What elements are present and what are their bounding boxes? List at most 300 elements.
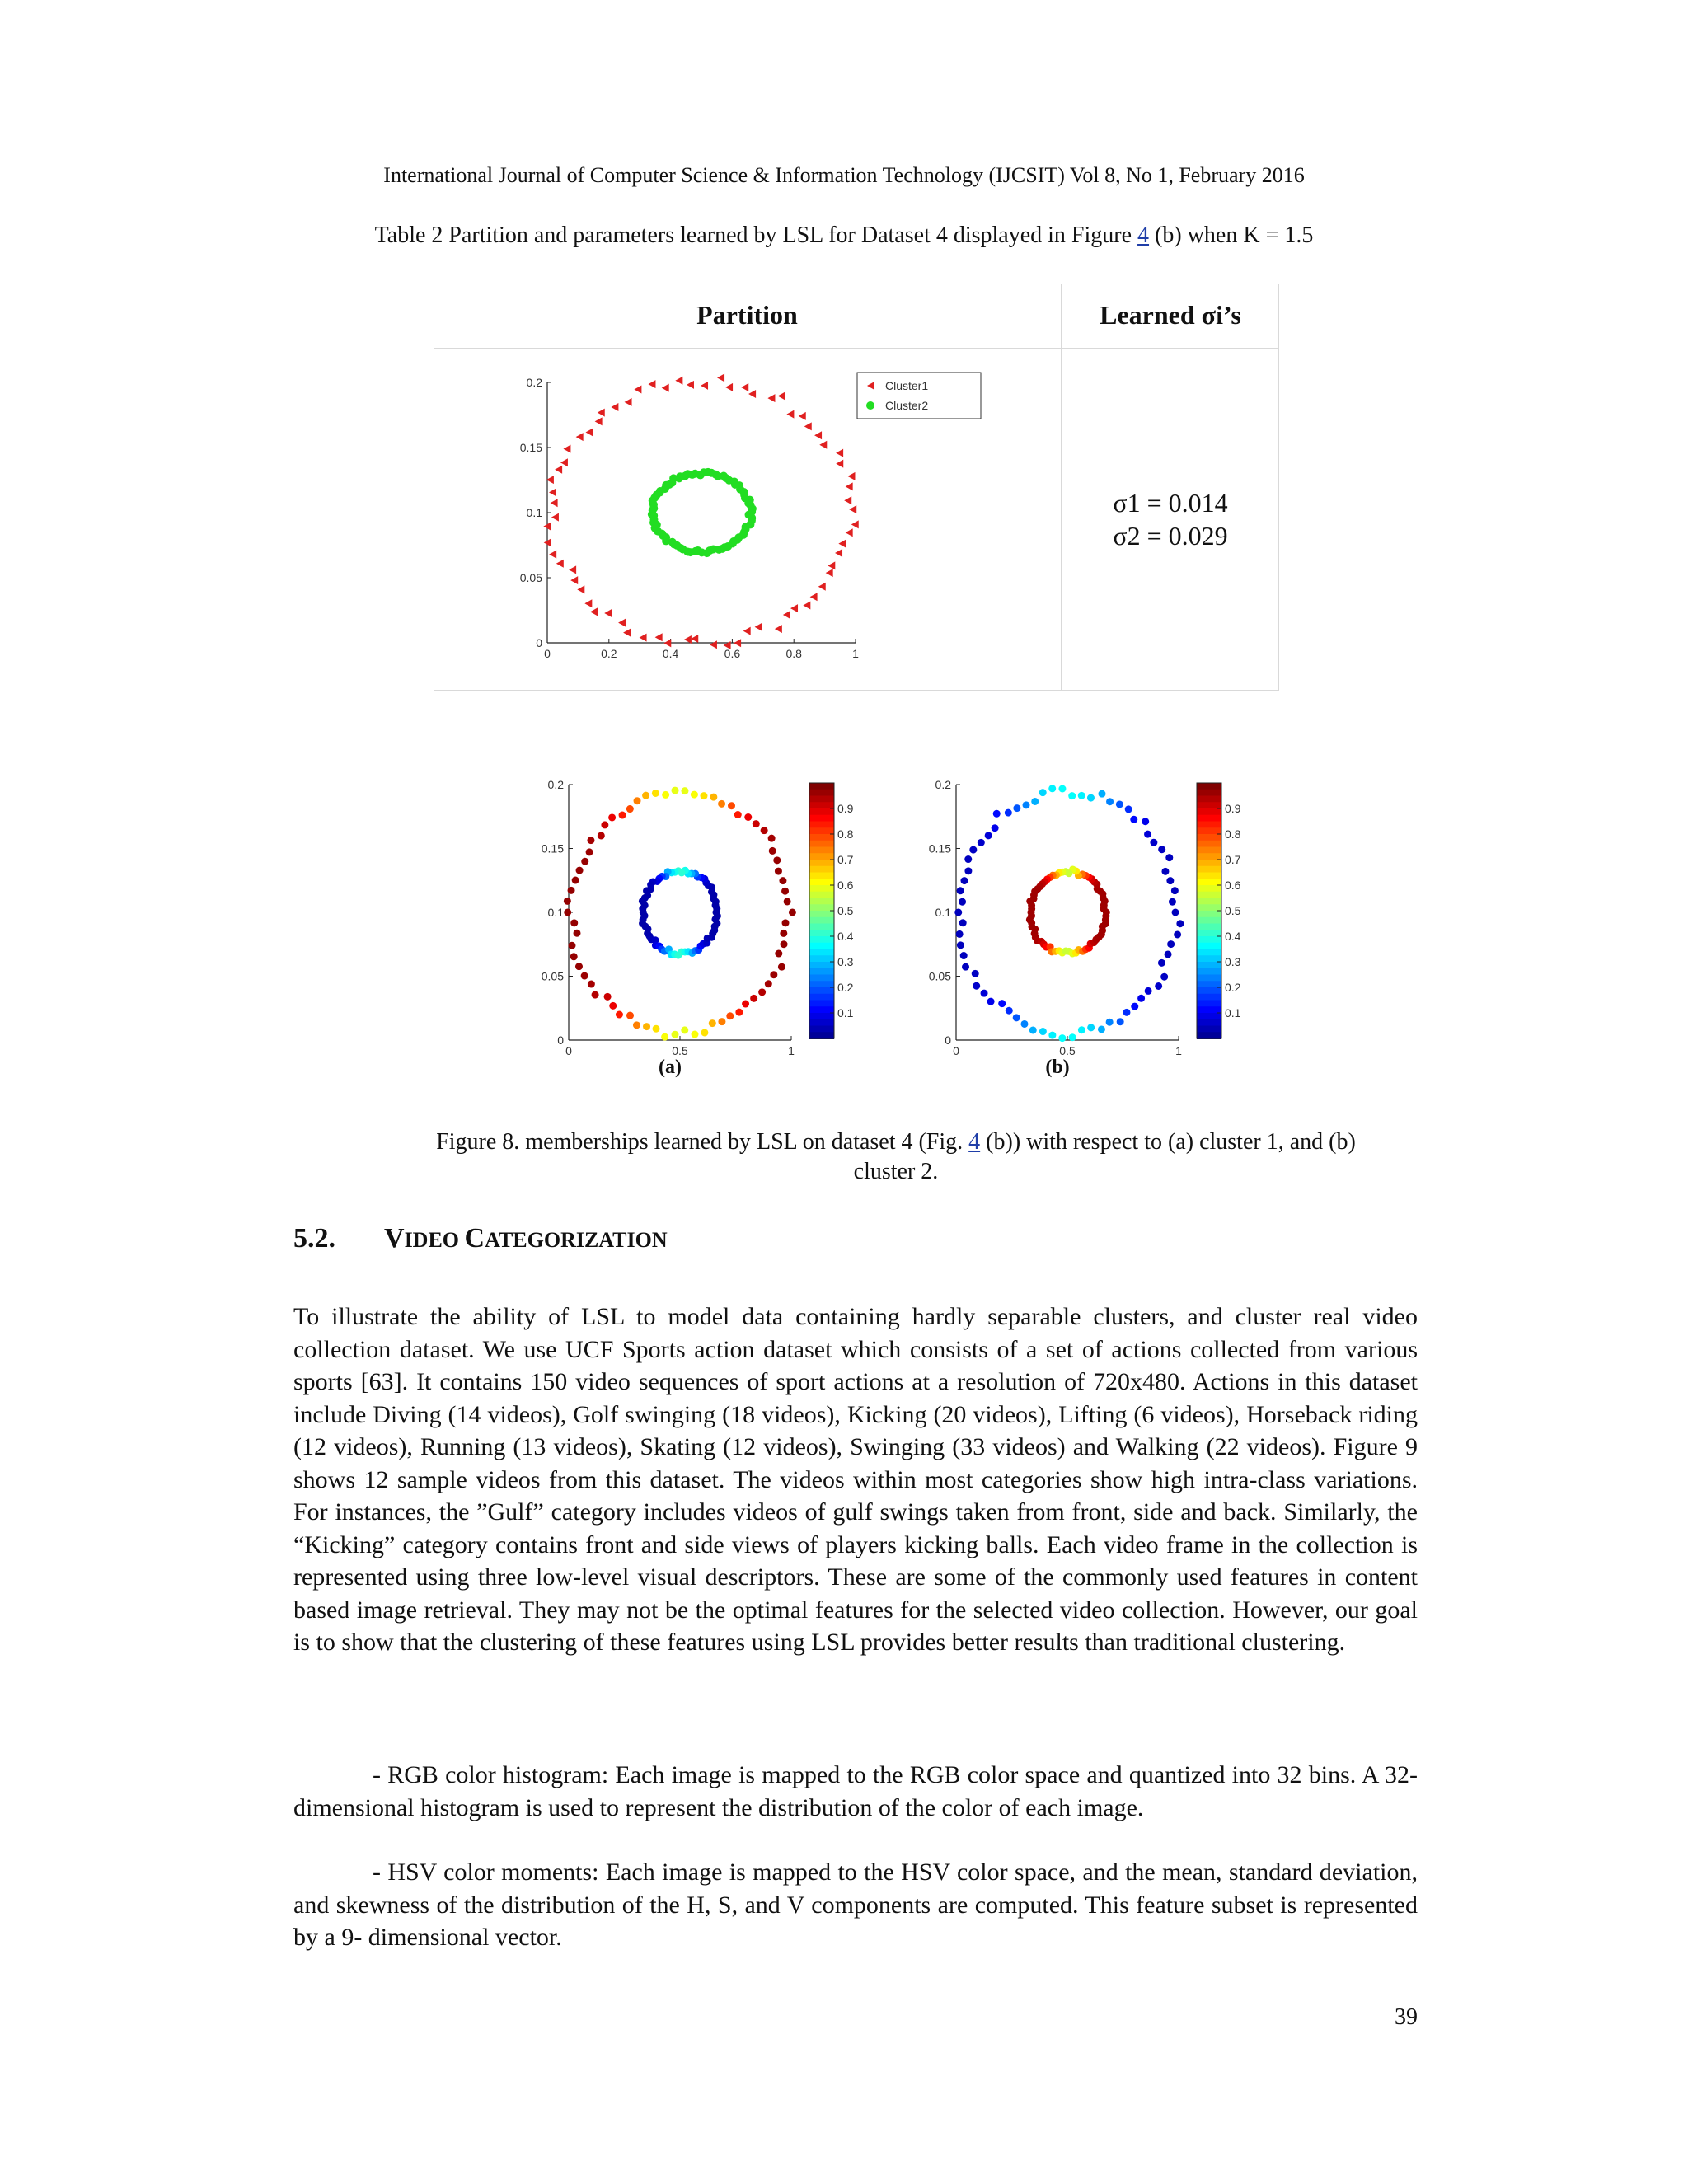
outer-ring-point [1106, 1019, 1114, 1026]
inner-ring-point [714, 912, 721, 920]
outer-ring-point [672, 1031, 679, 1038]
outer-ring-point [1068, 792, 1076, 799]
table-divider-horizontal [434, 348, 1279, 349]
outer-ring-point [1165, 854, 1173, 861]
outer-ring-point [778, 963, 785, 971]
colorbar-segment [809, 808, 834, 816]
outer-ring-point [672, 787, 679, 794]
outer-ring-point [954, 909, 962, 916]
colorbar-tick-label: 0.5 [1225, 904, 1241, 917]
colorbar-segment [1197, 834, 1221, 841]
cluster1-point [767, 394, 775, 402]
outer-ring-point [1098, 790, 1105, 798]
y-tick-label: 0.2 [526, 376, 542, 389]
outer-ring-point [710, 794, 717, 801]
colorbar-segment [809, 898, 834, 906]
outer-ring-point [1069, 1033, 1076, 1041]
colorbar-segment [809, 790, 834, 797]
outer-ring-point [1169, 898, 1176, 906]
cluster1-point [755, 623, 762, 631]
column-header-partition: Partition [696, 300, 798, 330]
cluster1-point [555, 466, 562, 474]
cluster1-point [625, 398, 632, 406]
figure-caption-text: Figure 8. memberships learned by LSL on dataset 4 (Fig. [436, 1129, 969, 1155]
outer-ring-point [681, 1026, 688, 1033]
colorbar-segment [809, 987, 834, 995]
outer-ring-point [1005, 809, 1012, 817]
outer-ring-point [773, 856, 781, 864]
figure-caption-line-2: cluster 2. [853, 1159, 939, 1184]
colorbar-segment [1197, 892, 1221, 899]
outer-ring-point [1029, 1026, 1037, 1033]
outer-ring-point [718, 1018, 725, 1025]
outer-ring-point [586, 848, 593, 855]
cluster1-point [836, 449, 843, 457]
colorbar-segment [809, 815, 834, 823]
colorbar-tick-label: 0.7 [1225, 853, 1241, 866]
outer-ring-point [564, 909, 571, 916]
cluster1-point [691, 635, 698, 643]
figure-caption [376, 1127, 1416, 1187]
y-tick-label: 0.2 [935, 778, 951, 791]
cluster1-point [741, 383, 748, 391]
colorbar-segment [1197, 873, 1221, 880]
y-tick-label: 0.05 [519, 571, 542, 584]
colorbar-segment [809, 949, 834, 957]
cluster1-point [655, 633, 663, 641]
cluster1-point [786, 410, 794, 419]
colorbar-segment [1197, 815, 1221, 823]
outer-ring-point [601, 821, 608, 828]
outer-ring-point [1161, 868, 1169, 875]
outer-ring-point [626, 1012, 634, 1019]
outer-ring-point [956, 930, 964, 938]
colorbar-segment [809, 994, 834, 1001]
outer-ring-point [992, 824, 999, 832]
figure-link[interactable]: 4 [1137, 223, 1150, 248]
outer-ring-point [570, 953, 578, 960]
outer-ring-point [957, 941, 964, 949]
cluster1-point [717, 373, 724, 382]
colorbar-segment [809, 885, 834, 893]
cluster1-point [838, 540, 846, 548]
cluster1-point [851, 520, 859, 528]
colorbar-tick-label: 0.6 [837, 879, 854, 892]
partition-scatter-plot [495, 363, 929, 676]
paragraph-intro: To illustrate the ability of LSL to model data containing hardly separable clusters, and cluster real video collection dataset. We use UCF Sports action dataset which consists of a set of actions collected from various sports [63]. It contains 150 video sequences of sport actions at a resolution of 720x480. Actions in this dataset include Diving (14 videos), Golf swinging (18 videos), Kicking (20 videos), Lifting (6 videos), Horseback riding (12 videos), Running (13 videos), Skating (12 videos), Swinging (33 videos) and Walking (22 videos). Figure 9 shows 12 sample videos from this dataset. The videos within most categories show high intra-class variations. For instances, the ”Gulf” category includes videos of gulf swings taken from front, side and back. Similarly, the “Kicking” category contains front and side views of players kicking balls. Each video frame in the collection is represented using three low-level visual descriptors. These are some of the commonly used features in content based image retrieval. They may not be the optimal features for the selected video collection. However, our goal is to show that the clustering of these features using LSL provides better results than traditional clustering. [293, 1303, 1418, 1656]
outer-ring-point [661, 1033, 668, 1041]
colorbar-segment [1197, 962, 1221, 969]
colorbar-tick-label: 0.1 [837, 1006, 854, 1019]
cluster1-point [618, 619, 626, 627]
outer-ring-point [750, 995, 757, 1002]
outer-ring-point [718, 800, 725, 808]
cluster1-point [569, 565, 576, 574]
x-tick-label: 0.2 [601, 647, 617, 660]
panel-label: (a) [659, 1057, 682, 1078]
cluster1-point [748, 390, 756, 398]
colorbar-segment [1197, 783, 1221, 790]
x-tick-label: 1 [788, 1044, 795, 1057]
colorbar-segment [809, 822, 834, 829]
colorbar-segment [809, 936, 834, 944]
y-tick-label: 0.15 [519, 441, 542, 454]
colorbar-segment [809, 783, 834, 790]
outer-ring-point [568, 887, 575, 894]
cluster1-point [814, 431, 822, 439]
outer-ring-point [1158, 846, 1165, 853]
figure-caption-text-2: (b)) with respect to (a) cluster 1, and (b) [980, 1129, 1356, 1155]
colorbar-tick-label: 0.9 [1225, 802, 1241, 815]
cluster1-point [743, 627, 751, 635]
outer-ring-point [692, 1031, 699, 1038]
cluster1-point [701, 382, 708, 390]
cluster1-point [799, 412, 806, 420]
outer-ring-point [1130, 816, 1137, 823]
paragraph-hsv: - HSV color moments: Each image is mapped to the HSV color space, and the mean, standard deviation, and skewness of the distribution of the H, S, and V components are computed. This feature subset is represented by a 9- dimensional vector. [293, 1858, 1418, 1951]
x-tick-label: 0.5 [672, 1044, 688, 1057]
y-tick-label: 0.1 [935, 906, 951, 919]
outer-ring-point [775, 868, 782, 875]
outer-ring-point [616, 1011, 623, 1019]
colorbar-tick-label: 0.6 [1225, 879, 1241, 892]
cluster1-point [828, 561, 835, 569]
colorbar-segment [1197, 975, 1221, 982]
outer-ring-point [784, 898, 791, 905]
cluster1-point [551, 499, 558, 507]
x-tick-label: 0.8 [785, 647, 802, 660]
colorbar-tick-label: 0.3 [837, 955, 854, 968]
cluster1-point [783, 611, 790, 619]
outer-ring-point [981, 990, 988, 997]
outer-ring-point [575, 963, 583, 970]
outer-ring-point [570, 919, 578, 926]
cluster1-point [734, 639, 741, 647]
legend-label: Cluster2 [885, 399, 929, 412]
colorbar-segment [809, 1019, 834, 1027]
outer-ring-point [701, 1029, 708, 1036]
section-title-sc1: IDEO [404, 1228, 465, 1252]
outer-ring-point [633, 1021, 640, 1029]
outer-ring-point [608, 813, 616, 821]
colorbar-segment [809, 917, 834, 925]
outer-ring-point [735, 1009, 743, 1016]
outer-ring-point [964, 867, 972, 874]
colorbar-segment [809, 1013, 834, 1020]
y-tick-label: 0.05 [928, 969, 951, 983]
section-title-sc2: ATEGORIZATION [485, 1228, 668, 1252]
outer-ring-point [744, 813, 752, 821]
outer-ring-point [1006, 1007, 1013, 1015]
colorbar-segment [1197, 822, 1221, 829]
colorbar-segment [1197, 847, 1221, 855]
table-caption [0, 223, 1688, 249]
colorbar-tick-label: 0.5 [837, 904, 854, 917]
outer-ring-point [985, 832, 992, 839]
outer-ring-point [1078, 1026, 1085, 1033]
colorbar-tick-label: 0.2 [1225, 981, 1241, 994]
outer-ring-point [598, 832, 605, 839]
cluster1-point [847, 472, 855, 480]
running-header: International Journal of Computer Science & Information Technology (IJCSIT) Vol 8, No 1, February 2016 [383, 163, 1305, 187]
membership-plot-b [907, 766, 1286, 1080]
colorbar-segment [809, 892, 834, 899]
colorbar-segment [1197, 866, 1221, 874]
outer-ring-point [588, 981, 595, 988]
membership-plot-a [519, 766, 898, 1080]
cluster1-point [560, 458, 568, 466]
cluster1-point [810, 593, 818, 601]
cluster1-point [826, 569, 833, 577]
colorbar-tick-label: 0.2 [837, 981, 854, 994]
sigma-1-value: σ1 = 0.014 [1113, 488, 1228, 518]
outer-ring-point [1058, 785, 1066, 792]
colorbar-segment [809, 866, 834, 874]
cluster1-point [835, 549, 842, 557]
outer-ring-point [1123, 1009, 1130, 1016]
cluster1-point [577, 585, 584, 593]
outer-ring-point [1058, 1034, 1066, 1042]
x-tick-label: 0.5 [1059, 1044, 1076, 1057]
outer-ring-point [1174, 930, 1181, 938]
outer-ring-point [1013, 1014, 1020, 1021]
section-heading [293, 1223, 668, 1254]
outer-ring-point [1142, 818, 1149, 825]
outer-ring-point [1144, 831, 1151, 838]
outer-ring-point [652, 790, 659, 797]
outer-ring-point [1176, 920, 1184, 927]
y-tick-label: 0 [536, 636, 542, 649]
colorbar-segment [809, 968, 834, 976]
cluster1-point [710, 640, 717, 649]
colorbar-segment [1197, 911, 1221, 918]
y-tick-label: 0.1 [526, 506, 542, 519]
paragraph-rgb: - RGB color histogram: Each image is mapped to the RGB color space and quantized into 32 bins. A 32-dimensional histogram is used to represent the distribution of the color of each image. [293, 1761, 1418, 1821]
outer-ring-point [726, 1012, 734, 1019]
colorbar-segment [809, 975, 834, 982]
outer-ring-point [609, 1002, 617, 1010]
outer-ring-point [1020, 1020, 1028, 1028]
legend-label: Cluster1 [885, 379, 929, 392]
cluster1-point [598, 409, 605, 417]
outer-ring-point [1131, 1003, 1138, 1010]
colorbar-segment [1197, 860, 1221, 867]
legend [857, 373, 981, 419]
outer-ring-point [978, 839, 985, 846]
cluster1-point [604, 609, 612, 617]
outer-ring-point [753, 820, 760, 827]
outer-ring-point [781, 888, 789, 895]
outer-ring-point [1039, 1028, 1047, 1035]
outer-ring-point [1106, 798, 1114, 805]
outer-ring-point [564, 898, 571, 905]
colorbar-tick-label: 0.8 [1225, 827, 1241, 841]
outer-ring-point [587, 837, 594, 844]
outer-ring-point [1117, 1018, 1124, 1025]
cluster1-point [803, 602, 810, 610]
outer-ring-point [643, 1023, 650, 1030]
colorbar [809, 783, 854, 1039]
cluster1-point [648, 380, 655, 388]
section-title-cap1: V [384, 1223, 405, 1254]
outer-ring-point [779, 877, 786, 884]
colorbar-tick-label: 0.8 [837, 827, 854, 841]
colorbar-segment [809, 911, 834, 918]
outer-ring-point [642, 792, 649, 799]
outer-ring-point [770, 971, 777, 978]
y-tick-label: 0.2 [547, 778, 564, 791]
cluster1-point [586, 428, 593, 436]
outer-ring-point [1171, 887, 1179, 894]
colorbar-segment [1197, 1019, 1221, 1027]
outer-ring-point [1116, 800, 1123, 808]
table-caption-text: Table 2 Partition and parameters learned by LSL for Dataset 4 displayed in Figure [374, 223, 1138, 248]
outer-ring-point [574, 930, 581, 937]
colorbar-segment [809, 796, 834, 804]
outer-ring-point [1048, 785, 1056, 792]
outer-ring-point [1048, 1032, 1056, 1039]
outer-ring-point [581, 858, 588, 865]
cluster1-point [725, 383, 733, 391]
x-tick-label: 0 [544, 647, 551, 660]
colorbar-segment [1197, 994, 1221, 1001]
outer-ring-point [742, 1001, 749, 1008]
outer-ring-point [1167, 940, 1175, 948]
colorbar-segment [1197, 917, 1221, 925]
cluster1-point [804, 422, 812, 430]
table-caption-suffix: (b) when K = 1.5 [1149, 223, 1314, 248]
colorbar-segment [809, 873, 834, 880]
colorbar-segment [1197, 808, 1221, 816]
cluster1-point [634, 385, 641, 393]
outer-ring-point [728, 802, 735, 809]
colorbar-tick-label: 0.4 [1225, 930, 1241, 943]
x-tick-label: 0 [953, 1044, 959, 1057]
colorbar-segment [809, 943, 834, 950]
cluster1-point [549, 488, 556, 496]
colorbar-tick-label: 0.1 [1225, 1006, 1241, 1019]
outer-ring-point [781, 940, 788, 948]
colorbar-segment [1197, 936, 1221, 944]
outer-ring-point [1150, 839, 1157, 846]
colorbar-segment [1197, 796, 1221, 804]
colorbar-tick-label: 0.4 [837, 930, 854, 943]
section-title-cap2: C [464, 1223, 485, 1254]
outer-ring-point [691, 791, 698, 799]
colorbar-segment [809, 924, 834, 931]
y-tick-label: 0.15 [541, 841, 564, 855]
cluster1-point [778, 391, 785, 400]
cluster1-point [563, 445, 570, 453]
outer-ring-point [962, 963, 969, 971]
y-tick-label: 0 [945, 1033, 951, 1047]
colorbar [1197, 783, 1241, 1039]
outer-ring-point [1087, 1024, 1095, 1031]
colorbar-segment [1197, 1026, 1221, 1033]
outer-ring-point [789, 909, 796, 916]
outer-ring-point [734, 811, 742, 818]
colorbar-segment [1197, 949, 1221, 957]
outer-ring-point [1039, 789, 1047, 796]
colorbar-segment [809, 1001, 834, 1008]
colorbar-segment [809, 1026, 834, 1033]
colorbar-tick-label: 0.7 [837, 853, 854, 866]
outer-ring-point [969, 846, 977, 854]
outer-ring-point [1125, 805, 1132, 813]
outer-ring-point [653, 1025, 660, 1033]
colorbar-segment [1197, 943, 1221, 950]
cluster1-point [819, 441, 827, 449]
cluster1-point [790, 604, 798, 612]
outer-ring-point [959, 898, 966, 906]
panel-label: (b) [1045, 1057, 1070, 1078]
colorbar-segment [809, 841, 834, 848]
outer-ring-point [1155, 982, 1162, 990]
outer-ring-point [619, 812, 626, 819]
figure-caption-link[interactable]: 4 [968, 1129, 981, 1155]
x-tick-label: 0.4 [662, 647, 679, 660]
legend-marker-cluster2 [866, 401, 874, 410]
cluster1-point [595, 417, 603, 425]
outer-ring-point [1172, 909, 1179, 916]
x-tick-label: 1 [1175, 1044, 1182, 1057]
y-tick-label: 0.15 [928, 841, 951, 855]
cluster1-point [818, 583, 826, 591]
outer-ring-point [960, 877, 968, 884]
cluster1-point [849, 505, 856, 513]
outer-ring-point [1166, 877, 1174, 884]
colorbar-segment [809, 860, 834, 867]
sigma-2-value: σ2 = 0.029 [1113, 521, 1228, 551]
cluster1-point [584, 599, 592, 607]
outer-ring-point [1078, 792, 1085, 799]
colorbar-segment [1197, 987, 1221, 995]
outer-ring-point [1087, 794, 1095, 802]
cluster1-point [549, 551, 556, 559]
outer-ring-point [964, 855, 972, 863]
outer-ring-point [765, 980, 772, 987]
outer-ring-point [572, 877, 579, 884]
cluster1-point [775, 625, 782, 633]
table-divider-vertical [1061, 284, 1062, 691]
outer-ring-point [959, 919, 967, 926]
outer-ring-point [768, 835, 776, 842]
outer-ring-point [662, 791, 669, 799]
outer-ring-point [761, 827, 768, 834]
cluster1-point [590, 607, 598, 616]
cluster1-point [551, 513, 559, 522]
outer-ring-point [1160, 973, 1168, 981]
outer-ring-point [769, 847, 776, 855]
outer-ring-point [1013, 804, 1020, 812]
outer-ring-point [568, 942, 575, 949]
outer-ring-point [972, 970, 979, 977]
outer-ring-point [681, 787, 688, 794]
colorbar-segment [1197, 968, 1221, 976]
colorbar-segment [1197, 885, 1221, 893]
colorbar-tick-label: 0.9 [837, 802, 854, 815]
cluster1-point [846, 528, 853, 537]
cluster1-point [687, 381, 694, 389]
inner-ring-point [1102, 912, 1109, 920]
outer-ring-point [1158, 959, 1165, 967]
outer-ring-point [782, 919, 790, 926]
y-tick-label: 0.1 [547, 906, 564, 919]
outer-ring-point [1098, 1025, 1105, 1033]
outer-ring-point [1137, 995, 1145, 1002]
outer-ring-point [592, 991, 599, 999]
outer-ring-point [1023, 801, 1030, 808]
